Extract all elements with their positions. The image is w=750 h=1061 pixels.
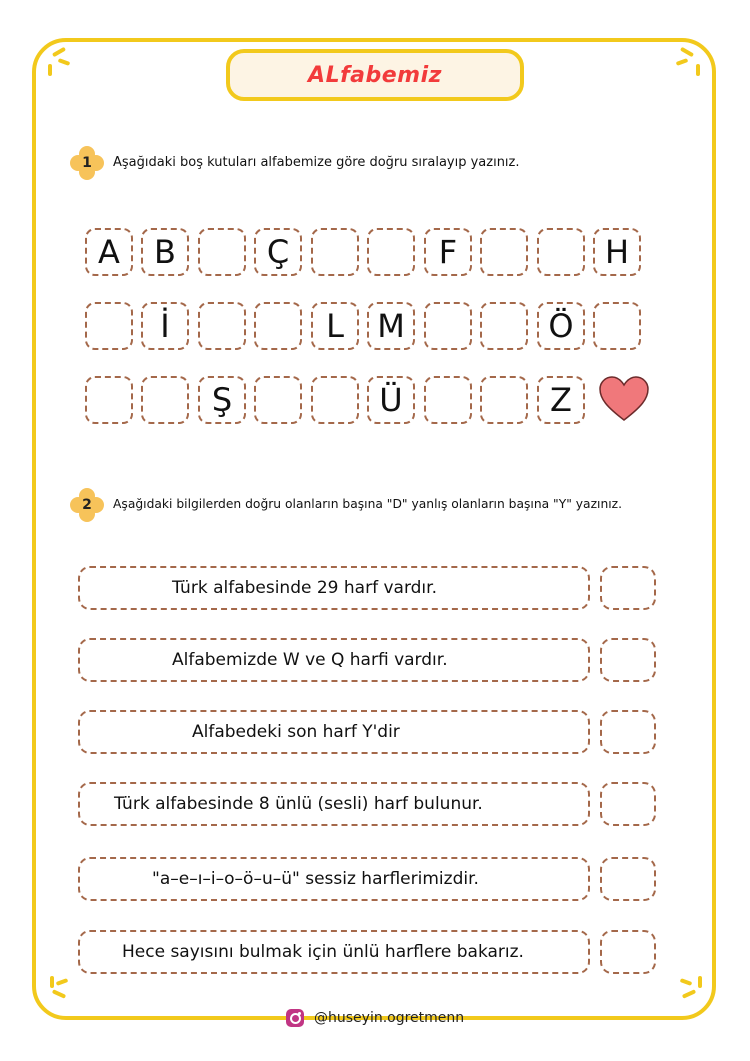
statement-box: [78, 566, 590, 610]
question-instruction: Aşağıdaki bilgilerden doğru olanların başına "D" yanlış olanların başına "Y" yazınız.: [113, 497, 623, 511]
letter-box[interactable]: [254, 302, 302, 350]
footer: [286, 1009, 464, 1027]
letter-box[interactable]: [593, 302, 641, 350]
corner-decoration: [676, 972, 702, 998]
letter-box[interactable]: F: [424, 228, 472, 276]
letter-box[interactable]: A: [85, 228, 133, 276]
statement-box: [78, 782, 590, 826]
letter-box[interactable]: [85, 376, 133, 424]
heart-icon: [597, 374, 651, 424]
instagram-icon: [286, 1009, 304, 1027]
statement-text: Alfabedeki son harf Y'dir: [192, 722, 400, 742]
letter-box[interactable]: Ö: [537, 302, 585, 350]
statement-text: Türk alfabesinde 29 harf vardır.: [172, 578, 437, 598]
question-instruction: Aşağıdaki boş kutuları alfabemize göre doğru sıralayıp yazınız.: [113, 155, 520, 170]
letter-box[interactable]: [198, 228, 246, 276]
statement-text: "a–e–ı–i–o–ö–u–ü" sessiz harflerimizdir.: [152, 869, 479, 889]
letter-box[interactable]: [424, 302, 472, 350]
statement-box: [78, 638, 590, 682]
letter-box[interactable]: İ: [141, 302, 189, 350]
answer-box[interactable]: [600, 930, 656, 974]
question-number-badge: [70, 146, 104, 180]
answer-box[interactable]: [600, 782, 656, 826]
letter-box[interactable]: M: [367, 302, 415, 350]
corner-decoration: [50, 972, 76, 998]
question-number: 2: [82, 497, 92, 513]
statement-text: Alfabemizde W ve Q harfi vardır.: [172, 650, 448, 670]
answer-box[interactable]: [600, 566, 656, 610]
social-handle[interactable]: @huseyin.ogretmenn: [314, 1010, 465, 1026]
statement-box: [78, 930, 590, 974]
letter-box[interactable]: [198, 302, 246, 350]
letter-box[interactable]: [311, 376, 359, 424]
letter-box[interactable]: H: [593, 228, 641, 276]
letter-box[interactable]: [480, 302, 528, 350]
statement-text: Hece sayısını bulmak için ünlü harflere bakarız.: [122, 942, 524, 962]
letter-box[interactable]: Ç: [254, 228, 302, 276]
answer-box[interactable]: [600, 710, 656, 754]
answer-box[interactable]: [600, 638, 656, 682]
letter-box[interactable]: Z: [537, 376, 585, 424]
page-title: ALfabemiz: [308, 62, 442, 88]
letter-box[interactable]: [480, 228, 528, 276]
letter-box[interactable]: B: [141, 228, 189, 276]
letter-box[interactable]: L: [311, 302, 359, 350]
letter-box[interactable]: [480, 376, 528, 424]
statement-box: [78, 857, 590, 901]
corner-decoration: [674, 50, 700, 76]
letter-box[interactable]: Ü: [367, 376, 415, 424]
letter-box[interactable]: [311, 228, 359, 276]
letter-box[interactable]: Ş: [198, 376, 246, 424]
letter-box[interactable]: [254, 376, 302, 424]
title-banner: [226, 49, 524, 101]
corner-decoration: [52, 50, 78, 76]
letter-box[interactable]: [537, 228, 585, 276]
statement-box: [78, 710, 590, 754]
letter-box[interactable]: [424, 376, 472, 424]
letter-box[interactable]: [85, 302, 133, 350]
letter-box[interactable]: [367, 228, 415, 276]
statement-text: Türk alfabesinde 8 ünlü (sesli) harf bulunur.: [114, 794, 483, 814]
letter-box[interactable]: [141, 376, 189, 424]
question-number-badge: [70, 488, 104, 522]
question-number: 1: [82, 155, 92, 171]
answer-box[interactable]: [600, 857, 656, 901]
